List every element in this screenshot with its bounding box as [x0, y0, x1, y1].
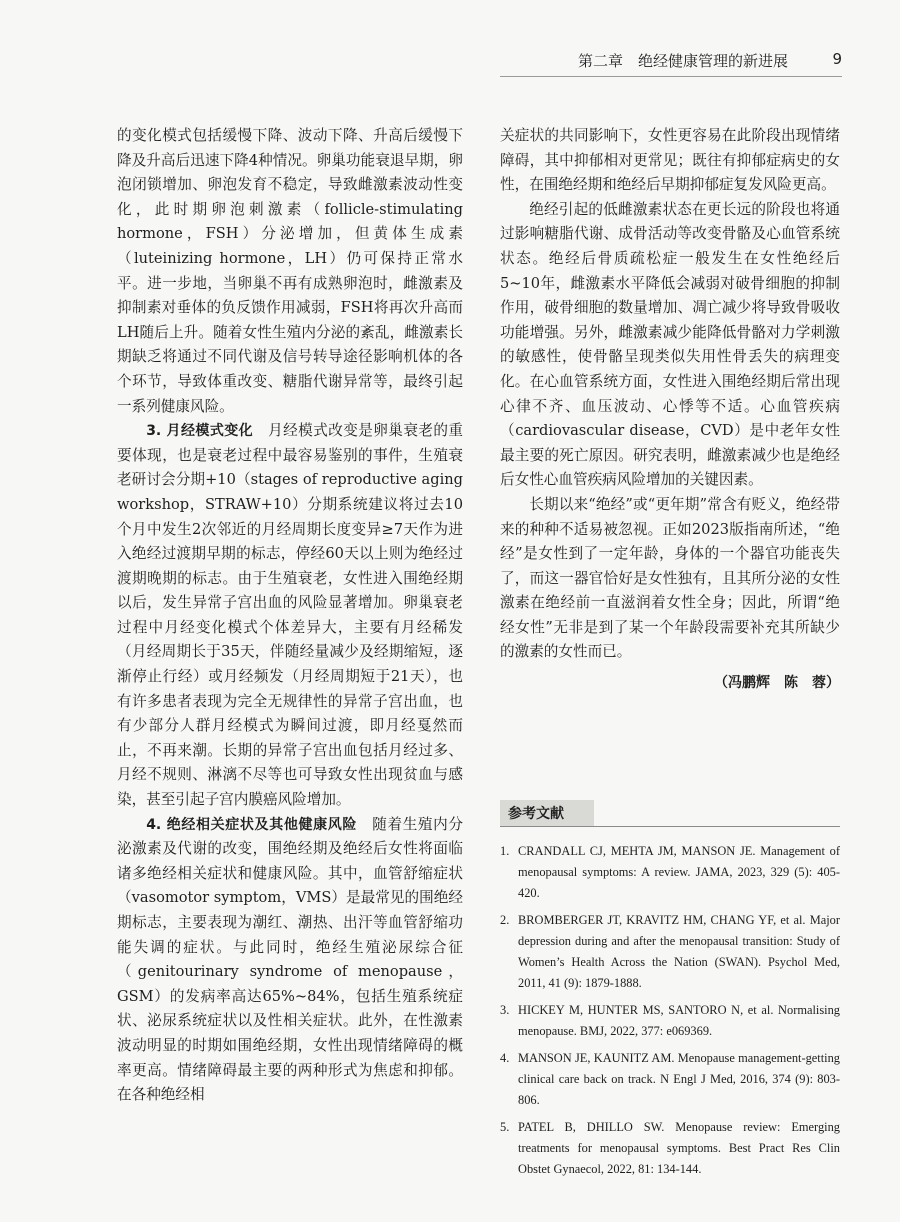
- reference-item: 3. HICKEY M, HUNTER MS, SANTORO N, et al. Normalising menopause. BMJ, 2022, 377: e069369.: [500, 1003, 840, 1038]
- references-section: [500, 800, 840, 1186]
- references-rule: [500, 826, 840, 827]
- right-column: [500, 124, 840, 696]
- paragraph-continued: 关症状的共同影响下，女性更容易在此阶段出现情绪障碍，其中抑郁相对更常见；既往有抑郁症病史的女性，在围绝经期和绝经后早期抑郁症复发风险更高。: [500, 127, 840, 194]
- paragraph-menstrual-pattern: [117, 419, 463, 813]
- left-column: [117, 124, 463, 1108]
- page-number: 9: [832, 50, 842, 68]
- header-rule: [500, 76, 842, 77]
- paragraph-long-term: 绝经引起的低雌激素状态在更长远的阶段也将通过影响糖脂代谢、成骨活动等改变骨骼及心血管系统状态。绝经后骨质疏松症一般发生在女性绝经后5~10年，雌激素水平降低会减弱对破骨细胞的抑制作用，破骨细胞的数量增加、凋亡减少将导致骨吸收功能增强。另外，雌激素减少能降低骨骼对力学刺激的敏感性，使骨骼呈现类似失用性骨丢失的病理变化。在心血管系统方面，女性进入围绝经期后常出现心律不齐、血压波动、心悸等不适。心血管疾病（cardiovascular disease，CVD）是中老年女性最主要的死亡原因。研究表明，雌激素减少也是绝经后女性心血管疾病风险增加的关键因素。: [500, 200, 840, 489]
- section-heading: 4. 绝经相关症状及其他健康风险: [146, 816, 358, 833]
- reference-item: 4. MANSON JE, KAUNITZ AM. Menopause management-getting clinical care back on track. N Engl J Med, 2016, 374 (9): 803-806.: [500, 1051, 840, 1107]
- reference-item: 5. PATEL B, DHILLO SW. Menopause review: Emerging treatments for menopausal symptoms. Best Pract Res Clin Obstet Gynaecol, 2022, 81: 134-144.: [500, 1120, 840, 1176]
- paragraph-continued: 的变化模式包括缓慢下降、波动下降、升高后缓慢下降及升高后迅速下降4种情况。卵巢功能衰退早期，卵泡闭锁增加、卵泡发育不稳定，导致雌激素波动性变化，此时期卵泡刺激素（follicle-stimulating hormone，FSH）分泌增加，但黄体生成素（luteinizing hormone，LH）仍可保持正常水平。进一步地，当卵巢不再有成熟卵泡时，雌激素及抑制素对垂体的负反馈作用减弱，FSH将再次升高而LH随后上升。随着女性生殖内分泌的紊乱，雌激素长期缺乏将通过不同代谢及信号转导途径影响机体的各个环节，导致体重改变、糖脂代谢异常等，最终引起一系列健康风险。: [117, 127, 463, 415]
- chapter-title: 第二章 绝经健康管理的新进展: [577, 52, 788, 70]
- paragraph-body: 月经模式改变是卵巢衰老的重要体现，也是衰老过程中最容易鉴别的事件，生殖衰老研讨会分期+10（stages of reproductive aging workshop，STRAW+10）分期系统建议将过去10个月中发生2次邻近的月经周期长度变异≥7天作为进入绝经过渡期早期的标志，停经60天以上则为绝经过渡期晚期的标志。由于生殖衰老，女性进入围绝经期以后，发生异常子宫出血的风险显著增加。卵巢衰老过程中月经变化模式个体差异大，主要有月经稀发（月经周期长于35天，伴随经量减少及经期缩短，逐渐停止行经）或月经频发（月经周期短于21天），也有许多患者表现为完全无规律性的异常子宫出血，也有少部分人群月经模式为瞬间过渡，即月经戛然而止，不再来潮。长期的异常子宫出血包括月经过多、月经不规则、淋漓不尽等也可导致女性出现贫血与感染，甚至引起子宫内膜癌风险增加。: [117, 422, 463, 809]
- paragraph-symptoms-risks: [117, 813, 463, 1108]
- references-heading: 参考文献: [500, 800, 594, 826]
- section-heading: 3. 月经模式变化: [146, 423, 254, 440]
- paragraph-conclusion: 长期以来“绝经”或“更年期”常含有贬义，绝经带来的种种不适易被忽视。正如2023版指南所述，“绝经”是女性到了一定年龄，身体的一个器官功能丧失了，而这一器官恰好是女性独有，且其所分泌的女性激素在绝经前一直滋润着女性全身；因此，所谓“绝经女性”无非是到了某一个年龄段需要补充其所缺少的激素的女性而已。: [500, 495, 840, 661]
- reference-list: [500, 841, 840, 1180]
- reference-item: 1. CRANDALL CJ, MEHTA JM, MANSON JE. Management of menopausal symptoms: A review. JAMA, 2023, 329 (5): 405-420.: [500, 844, 840, 900]
- reference-item: 2. BROMBERGER JT, KRAVITZ HM, CHANG YF, et al. Major depression during and after the menopausal transition: Study of Women’s Health Across the Nation (SWAN). Psychol Med, 2011, 41 (9): 1879-1888.: [500, 913, 840, 990]
- authors: （冯鹏辉 陈 蓉）: [714, 675, 840, 692]
- paragraph-body: 随着生殖内分泌激素及代谢的改变，围绝经期及绝经后女性将面临诸多绝经相关症状和健康风险。其中，血管舒缩症状（vasomotor symptom，VMS）是最常见的围绝经期标志，主要表现为潮红、潮热、出汗等血管舒缩功能失调的症状。与此同时，绝经生殖泌尿综合征（genitourinary syndrome of menopause，GSM）的发病率高达65%~84%，包括生殖系统症状、泌尿系统症状以及性相关症状。此外，在性激素波动明显的时期如围绝经期，女性出现情绪障碍的概率更高。情绪障碍最主要的两种形式为焦虑和抑郁。在各种绝经相: [117, 815, 463, 1104]
- running-header: [0, 48, 900, 72]
